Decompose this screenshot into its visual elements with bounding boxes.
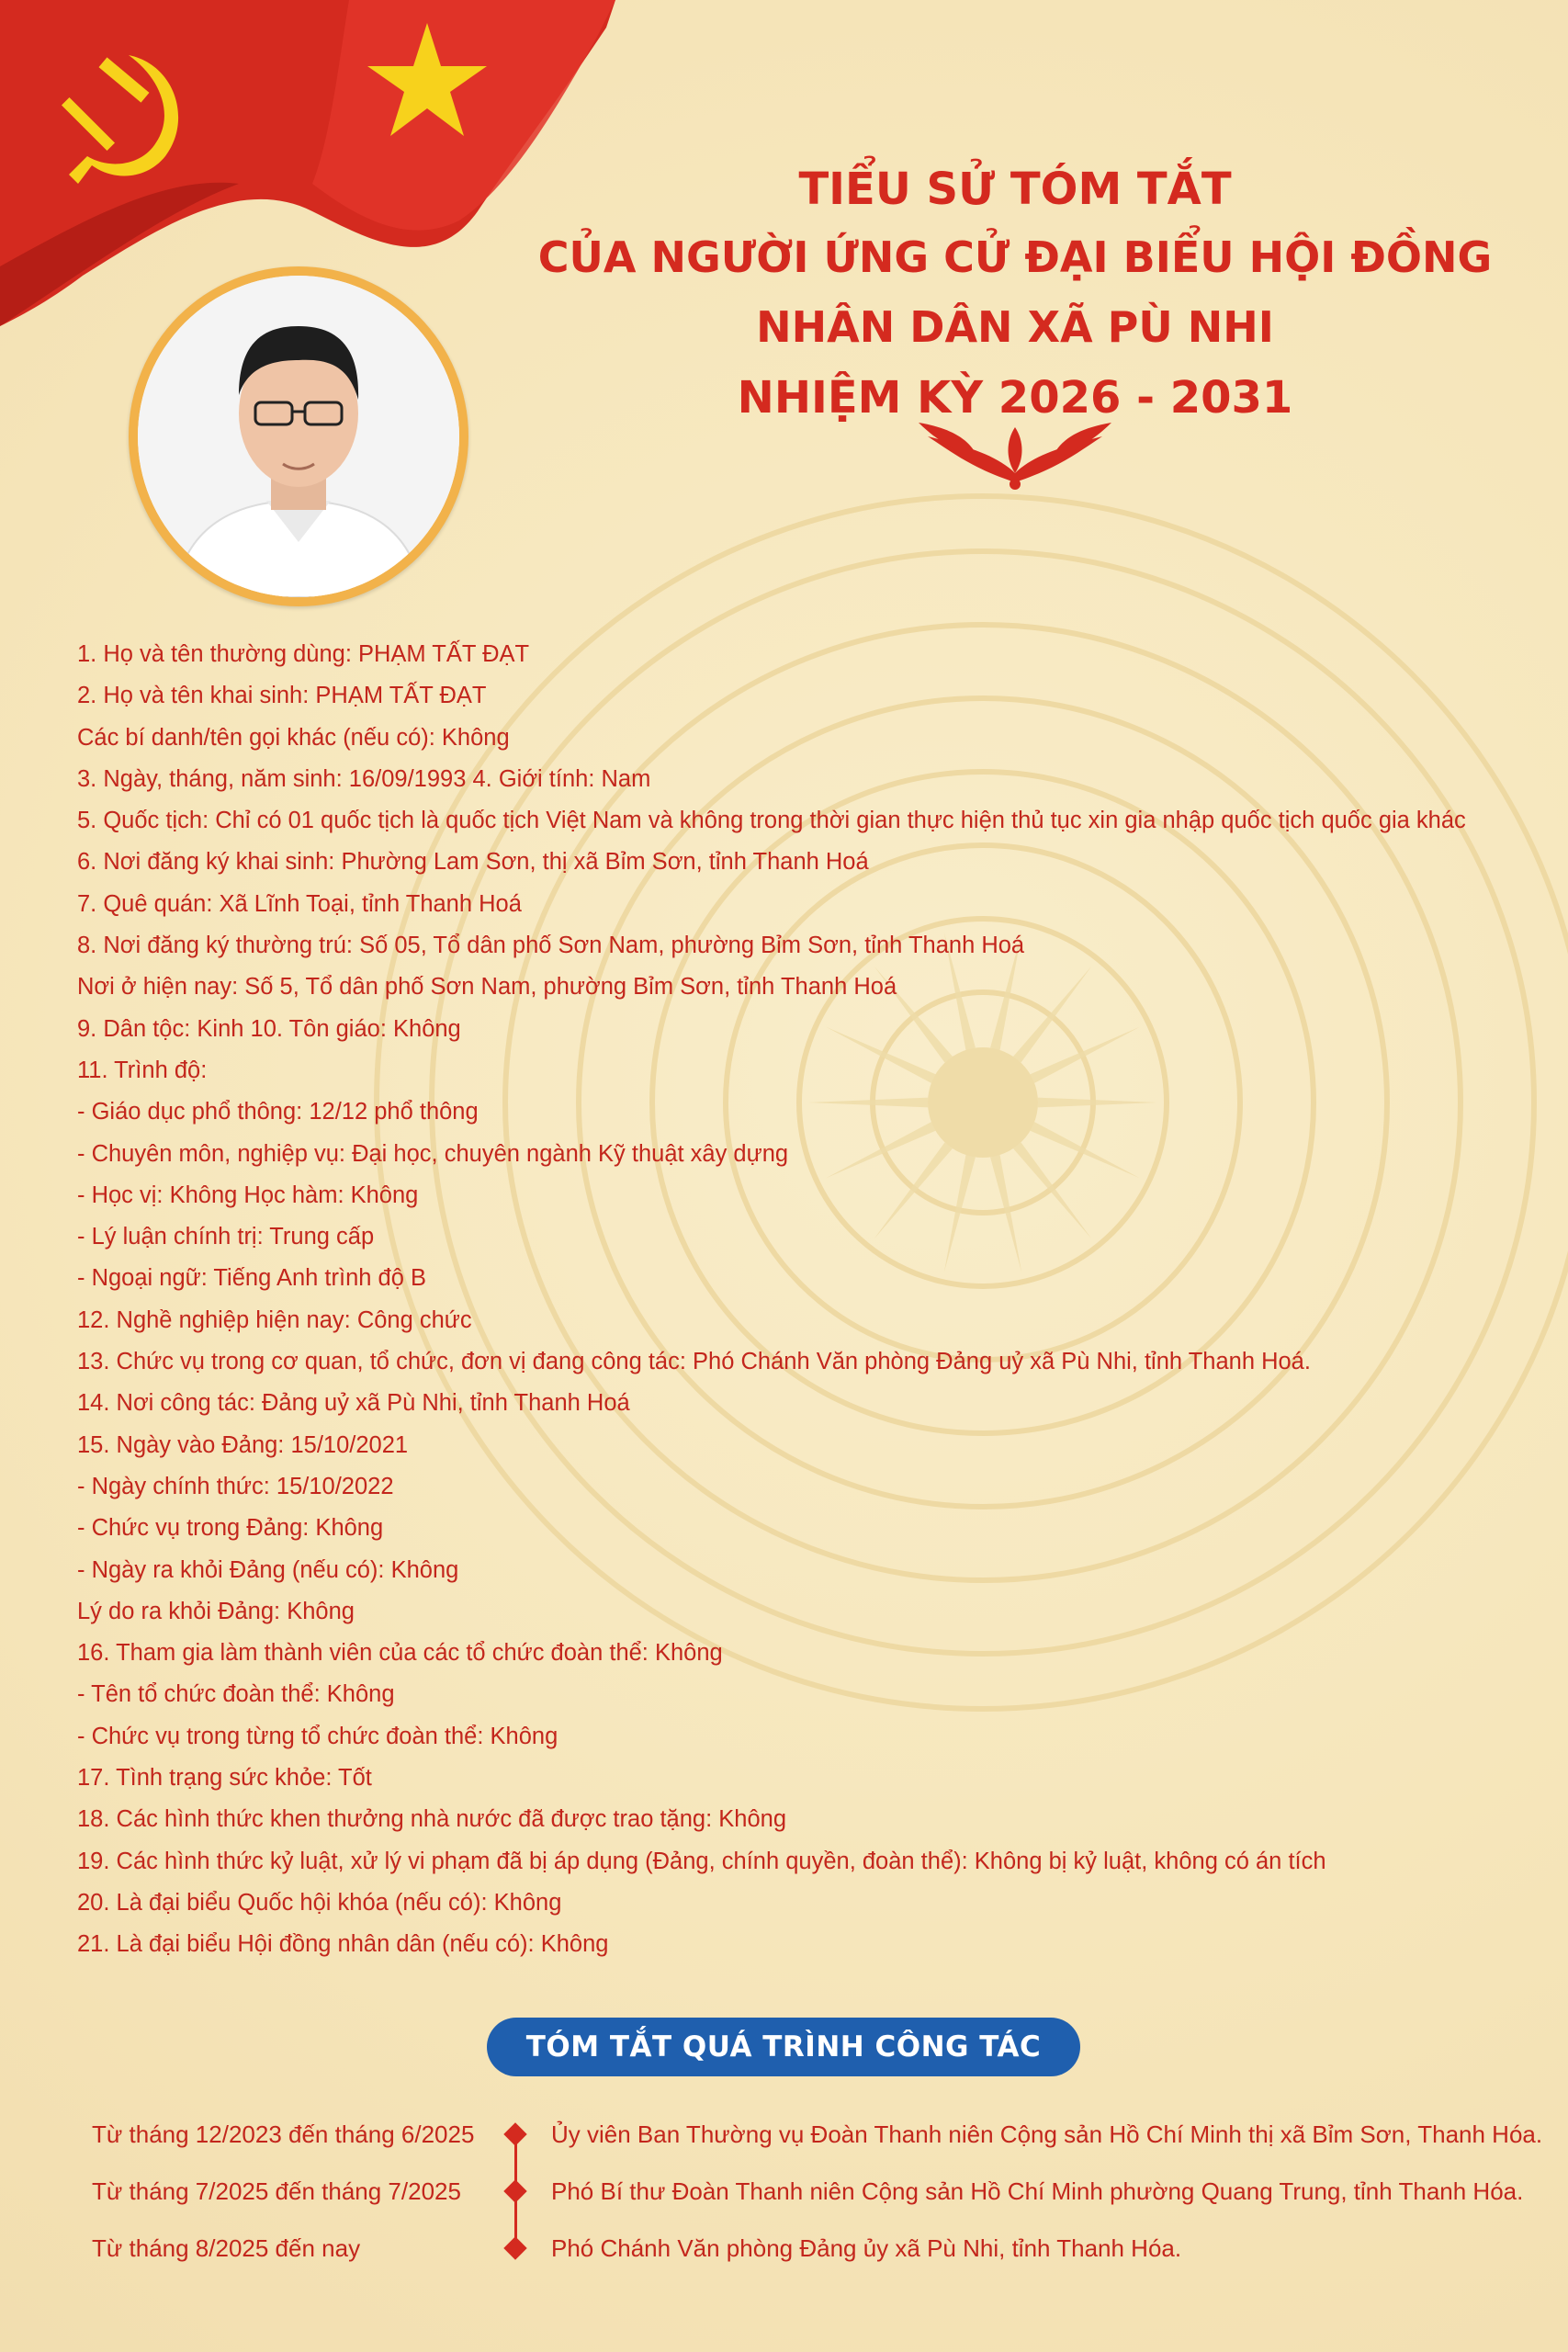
- bio-line: 15. Ngày vào Đảng: 15/10/2021: [77, 1431, 409, 1458]
- candidate-portrait: [129, 266, 468, 606]
- career-period: Từ tháng 12/2023 đến tháng 6/2025: [92, 2120, 475, 2148]
- bio-line: - Chức vụ trong từng tổ chức đoàn thể: Không: [77, 1723, 558, 1749]
- bio-line: - Giáo dục phổ thông: 12/12 phổ thông: [77, 1099, 479, 1125]
- bio-line: 6. Nơi đăng ký khai sinh: Phường Lam Sơn, thị xã Bỉm Sơn, tỉnh Thanh Hoá: [77, 849, 869, 876]
- floral-ornament-icon: [909, 409, 1121, 492]
- bio-line: 12. Nghề nghiệp hiện nay: Công chức: [77, 1306, 472, 1333]
- career-role: Phó Chánh Văn phòng Đảng ủy xã Pù Nhi, tỉnh Thanh Hóa.: [551, 2234, 1182, 2262]
- career-period: Từ tháng 7/2025 đến tháng 7/2025: [92, 2177, 461, 2205]
- bio-line: - Chuyên môn, nghiệp vụ: Đại học, chuyên ngành Kỹ thuật xây dựng: [77, 1140, 789, 1167]
- career-timeline: [0, 2104, 1568, 2288]
- bio-line: 16. Tham gia làm thành viên của các tổ chức đoàn thể: Không: [77, 1640, 723, 1667]
- bio-line: - Ngoại ngữ: Tiếng Anh trình độ B: [77, 1265, 426, 1292]
- person-photo: [138, 276, 459, 597]
- bio-line: 13. Chức vụ trong cơ quan, tổ chức, đơn vị đang công tác: Phó Chánh Văn phòng Đảng uỷ xã Pù Nhi, tỉnh Thanh Hoá.: [77, 1349, 1311, 1375]
- bio-line: - Tên tổ chức đoàn thể: Không: [77, 1681, 395, 1708]
- bio-line: 1. Họ và tên thường dùng: PHẠM TẤT ĐẠT: [77, 641, 530, 667]
- title-line-1: TIỂU SỬ TÓM TẮT: [798, 164, 1232, 215]
- bio-line: 20. Là đại biểu Quốc hội khóa (nếu có): Không: [77, 1889, 562, 1916]
- diamond-bullet-icon: [503, 2122, 526, 2145]
- bio-line: 18. Các hình thức khen thưởng nhà nước đã được trao tặng: Không: [77, 1806, 786, 1833]
- bio-line: 19. Các hình thức kỷ luật, xử lý vi phạm đã bị áp dụng (Đảng, chính quyền, đoàn thể): Không bị kỷ luật, không có án tích: [77, 1848, 1326, 1874]
- bio-line: 7. Quê quán: Xã Lĩnh Toại, tỉnh Thanh Hoá: [77, 890, 522, 917]
- title-line-3: NHIỆM KỲ 2026 - 2031: [737, 372, 1293, 424]
- bio-line: - Lý luận chính trị: Trung cấp: [77, 1224, 375, 1250]
- bio-line: 5. Quốc tịch: Chỉ có 01 quốc tịch là quốc tịch Việt Nam và không trong thời gian thực hiện thủ tục xin gia nhập quốc tịch quốc gia khác: [77, 808, 1466, 834]
- bio-line: - Ngày ra khỏi Đảng (nếu có): Không: [77, 1556, 459, 1583]
- title-line-2: CỦA NGƯỜI ỨNG CỬ ĐẠI BIỂU HỘI ĐỒNG NHÂN DÂN XÃ PÙ NHI: [537, 232, 1493, 352]
- bio-line: - Ngày chính thức: 15/10/2022: [77, 1473, 394, 1499]
- avatar: [138, 276, 459, 597]
- career-entry: [0, 2177, 1568, 2214]
- career-entry: [0, 2120, 1568, 2157]
- career-entry: [0, 2234, 1568, 2271]
- diamond-bullet-icon: [503, 2236, 526, 2259]
- bio-line: Các bí danh/tên gọi khác (nếu có): Không: [77, 724, 510, 751]
- document-title: [478, 156, 1552, 434]
- bio-line: 8. Nơi đăng ký thường trú: Số 05, Tổ dân phố Sơn Nam, phường Bỉm Sơn, tỉnh Thanh Hoá: [77, 933, 1025, 959]
- bio-line: 11. Trình độ:: [77, 1057, 208, 1083]
- bio-line: - Chức vụ trong Đảng: Không: [77, 1515, 384, 1542]
- career-role: Ủy viên Ban Thường vụ Đoàn Thanh niên Cộng sản Hồ Chí Minh thị xã Bỉm Sơn, Thanh Hóa.: [551, 2120, 1543, 2148]
- bio-line: 9. Dân tộc: Kinh 10. Tôn giáo: Không: [77, 1015, 461, 1042]
- career-period: Từ tháng 8/2025 đến nay: [92, 2234, 361, 2262]
- bio-line: 2. Họ và tên khai sinh: PHẠM TẤT ĐẠT: [77, 683, 487, 709]
- career-summary-heading: TÓM TẮT QUÁ TRÌNH CÔNG TÁC: [487, 2018, 1080, 2076]
- diamond-bullet-icon: [503, 2179, 526, 2202]
- bio-line: 21. Là đại biểu Hội đồng nhân dân (nếu có): Không: [77, 1931, 609, 1958]
- bio-line: Lý do ra khỏi Đảng: Không: [77, 1598, 355, 1624]
- biography-list: [77, 634, 1510, 1966]
- bio-line: 17. Tình trạng sức khỏe: Tốt: [77, 1765, 372, 1792]
- bio-line: 3. Ngày, tháng, năm sinh: 16/09/1993 4. Giới tính: Nam: [77, 765, 651, 792]
- bio-line: 14. Nơi công tác: Đảng uỷ xã Pù Nhi, tỉnh Thanh Hoá: [77, 1390, 630, 1417]
- bio-line: Nơi ở hiện nay: Số 5, Tổ dân phố Sơn Nam, phường Bỉm Sơn, tỉnh Thanh Hoá: [77, 974, 897, 1001]
- bio-line: - Học vị: Không Học hàm: Không: [77, 1182, 419, 1208]
- career-role: Phó Bí thư Đoàn Thanh niên Cộng sản Hồ Chí Minh phường Quang Trung, tỉnh Thanh Hóa.: [551, 2177, 1524, 2205]
